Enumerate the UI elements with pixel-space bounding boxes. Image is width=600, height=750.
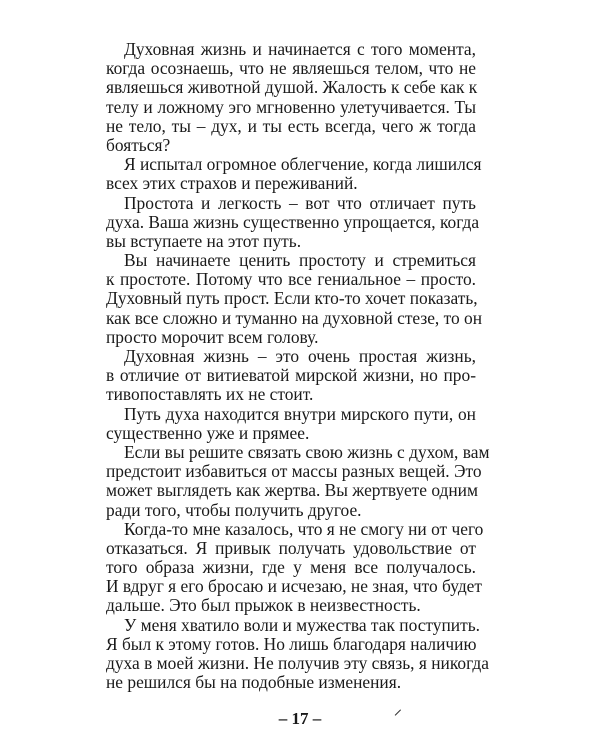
text-line: не тело, ты – дух, и ты есть всегда, чего ж тогда [106,115,476,136]
text-line: Духовный путь прост. Если кто-то хочет показать, [106,288,478,309]
text-line: духа. Ваша жизнь существенно упрощается, когда [106,211,480,232]
text-line: И вдруг я его бросаю и исчезаю, не зная, что будет [106,576,483,597]
text-line: того образа жизни, где у меня все получалось. [106,557,476,578]
text-line: в отличие от витиеватой мирской жизни, но про- [106,365,476,386]
text-line: вы вступаете на этот путь. [106,230,302,251]
paragraph [106,347,476,405]
text-line: Вы начинаете ценить простоту и стремиться [124,250,476,271]
text-line: бояться? [106,134,171,155]
text-line: тивопоставлять их не стоит. [106,384,314,405]
text-line: Духовная жизнь и начинается с того момента, [124,39,476,59]
text-line: духа в моей жизни. Не получив эту связь, я никогда [106,653,489,673]
paragraph [106,154,482,194]
text-line: когда осознаешь, что не являешься телом, что не [106,58,476,79]
page-number: – 17 – [278,709,322,728]
text-line: Путь духа находится внутри мирского пути, он [124,403,476,424]
text-line: Если вы решите связать свою жизнь с духом, вам [124,441,490,462]
text-line: как все сложно и туманно на духовной стезе, то он [106,307,483,328]
text-line: Когда-то мне казалось, что я не смогу ни от чего [124,518,484,539]
page-body-text [106,39,490,693]
text-line: являешься животной душой. Жалость к себе как к [106,77,478,98]
text-line: предстоит избавиться от массы разных вещей. Это [106,461,482,482]
text-line: У меня хватило воли и мужества так поступить. [124,614,480,635]
text-line: Духовная жизнь – это очень простая жизнь, [124,346,476,366]
text-line: Я был к этому готов. Но лишь благодаря наличию [106,633,477,654]
text-line: существенно уже и прямее. [106,422,310,443]
paragraph [106,40,476,155]
text-line: ради того, чтобы получить другое. [106,499,362,520]
paragraph [106,614,489,693]
paragraph [106,441,490,520]
paragraph [106,250,483,347]
text-line: всех этих страхов и переживаний. [106,173,358,194]
text-line: отказаться. Я привык получать удовольствие от [106,537,476,558]
text-line: к простоте. Потому что все гениальное – просто. [106,269,476,290]
text-line: просто морочит всем голову. [106,326,319,347]
text-line: Простота и легкость – вот что отличает путь [124,192,476,213]
text-line: не решился бы на подобные изменения. [106,672,402,693]
paragraph [106,405,476,443]
paragraph [106,192,480,252]
paragraph [106,518,484,616]
text-line: телу и ложному эго мгновенно улетучивается. Ты [106,96,476,117]
text-line: может выглядеть как жертва. Вы жертвуете одним [106,480,478,501]
text-line: Я испытал огромное облегчение, когда лишился [124,154,482,175]
text-line: дальше. Это был прыжок в неизвестность. [106,595,421,616]
